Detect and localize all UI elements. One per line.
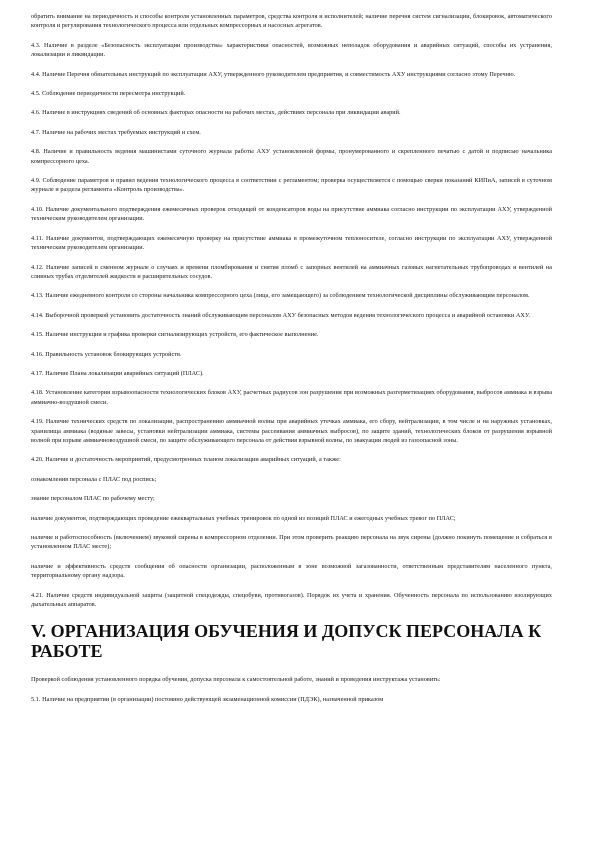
paragraph: 5.1. Наличие на предприятии (в организации) постоянно действующей экзаменационной комиссии (ПДЭК), назначенной приказом bbox=[31, 695, 384, 703]
paragraph: 4.8. Наличие и правильность ведения машинистами суточного журнала работы АХУ установленной формы, пронумерованного и скрепленного печатью с датой и подписью начальника компрессорного цеха. bbox=[31, 148, 552, 165]
section-heading: V. ОРГАНИЗАЦИЯ ОБУЧЕНИЯ И ДОПУСК ПЕРСОНАЛА К РАБОТЕ bbox=[31, 621, 542, 662]
paragraph: 4.17. Наличие Плана локализации аварийных ситуаций (ПЛАС). bbox=[31, 369, 204, 377]
document-body-bottom bbox=[31, 675, 552, 704]
paragraph: 4.13. Наличие ежедневного контроля со стороны начальника компрессорного цеха (лица, его замещающего) за соблюдением технологической дисциплины обслуживающим персоналом. bbox=[31, 292, 530, 300]
paragraph: 4.6. Наличие в инструкциях сведений об основных факторах опасности на рабочих местах, действиях персонала при ликвидации аварий. bbox=[31, 109, 401, 117]
paragraph: 4.15. Наличие инструкции и графика проверки сигнализирующих устройств, его фактическое выполнение. bbox=[31, 331, 319, 339]
paragraph: наличие и эффективность средств сообщения об опасности организации, расположенным в зоне возможной загазованности, ответственным представителям населенного пункта, территориальному органу надзора. bbox=[31, 562, 552, 580]
paragraph: наличие документов, подтверждающих проведение ежеквартальных учебных тренировок по одной из позиций ПЛАС и ежегодных учебных тревог по ПЛАС; bbox=[31, 514, 456, 522]
paragraph: 4.21. Наличие средств индивидуальной защиты (защитной спецодежды, спецобуви, противогазов). Порядок их учета и хранения. Обученность персонала по использованию изолирующих дыхательных аппаратов. bbox=[31, 591, 552, 609]
paragraph: обратить внимание на периодичность и способы контроля установленных параметров, средства контроля и исполнителей; наличие перечня систем сигнализации, блокировок, автоматического контроля и регулирования технологического процесса или отдельных компрессорных и насосных агрегатов. bbox=[31, 13, 552, 30]
document-body-top bbox=[31, 12, 552, 609]
paragraph: 4.7. Наличие на рабочих местах требуемых инструкций и схем. bbox=[31, 128, 201, 136]
paragraph: Проверкой соблюдения установленного порядка обучения, допуска персонала к самостоятельной работе, знаний и проведения инструктажа установить: bbox=[31, 676, 441, 684]
paragraph: 4.18. Установление категории взрывоопасности технологических блоков АХУ, расчетных радиусов зон разрушения при возможных разгерметизациях оборудования, выбросов аммиака и взрыва аммиачно-воздушной смеси. bbox=[31, 389, 552, 406]
paragraph: 4.20. Наличие и достаточность мероприятий, предусмотренных планом локализации аварийных ситуаций, а также: bbox=[31, 456, 341, 464]
paragraph: 4.19. Наличие технических средств по локализации, распространению аммиачной волны при аварийных утечках аммиака, его сбору, нейтрализации, в том числе и на наружных установках, хранилища аммиака (водяные завесы, установки нейтрализации аммиака, системы рассеивания аммиачных выбросов), по защите зданий, технологических блоков от разрушения взрывной волной при взрыве аммиачновоздушной смеси, по защите обслуживающего персонала от действия взрывной волны, по эвакуации людей из газоопасной зоны. bbox=[31, 418, 552, 444]
paragraph: 4.12. Наличие записей в сменном журнале о случаях и времени пломбирования и снятия пломб с запорных вентилей на аммиачных газовых нагнетательных трубопроводах и вентилей на сливных трубах отделителей жидкости и расширительных сосудов. bbox=[31, 263, 552, 280]
paragraph: 4.4. Наличие Перечня обязательных инструкций по эксплуатации АХУ, утвержденного руководителем предприятия, и совместимость АХУ инструкциями согласно этому Перечню. bbox=[31, 70, 516, 78]
paragraph: 4.16. Правильность установок блокирующих устройств. bbox=[31, 350, 182, 358]
paragraph: 4.14. Выборочной проверкой установить достаточность знаний обслуживающим персоналом АХУ безопасных методов ведения технологического процесса и аварийной остановки АХУ. bbox=[31, 311, 530, 319]
paragraph: наличие и работоспособность (включением) звуковой сирены в компрессорном отделении. При этом проверить реакцию персонала на звук сирены (должно покинуть помещение и собраться в установленном ПЛАС месте); bbox=[31, 534, 552, 551]
paragraph: 4.11. Наличие документов, подтверждающих ежемесячную проверку на присутствие аммиака в промежуточном теплоносителе, согласно инструкции по эксплуатации АХУ, утвержденной техническим руководителем организации. bbox=[31, 234, 552, 252]
paragraph: 4.5. Соблюдение периодичности пересмотра инструкций. bbox=[31, 90, 186, 98]
paragraph: 4.9. Соблюдение параметров и правил ведения технологического процесса в соответствии с регламентом; проверка осуществляется с помощью сверки показаний КИПиА, записей в суточном журнале и раздела регламента «Контроль производства». bbox=[31, 177, 552, 194]
paragraph: ознакомления персонала с ПЛАС под роспись; bbox=[31, 475, 157, 483]
paragraph: 4.3. Наличие в разделе «Безопасность эксплуатации производства» характеристики опасностей, возможных неполадок оборудования и аварийных ситуаций, способы их устранения, локализации и ликвидации. bbox=[31, 41, 552, 59]
paragraph: 4.10. Наличие документального подтверждения ежемесячных проверок отходящей от конденсаторов воды на присутствие аммиака согласно инструкции по эксплуатации АХУ, утвержденной техническим руководителем организации. bbox=[31, 205, 552, 223]
paragraph: знание персоналом ПЛАС по рабочему месту; bbox=[31, 495, 155, 503]
